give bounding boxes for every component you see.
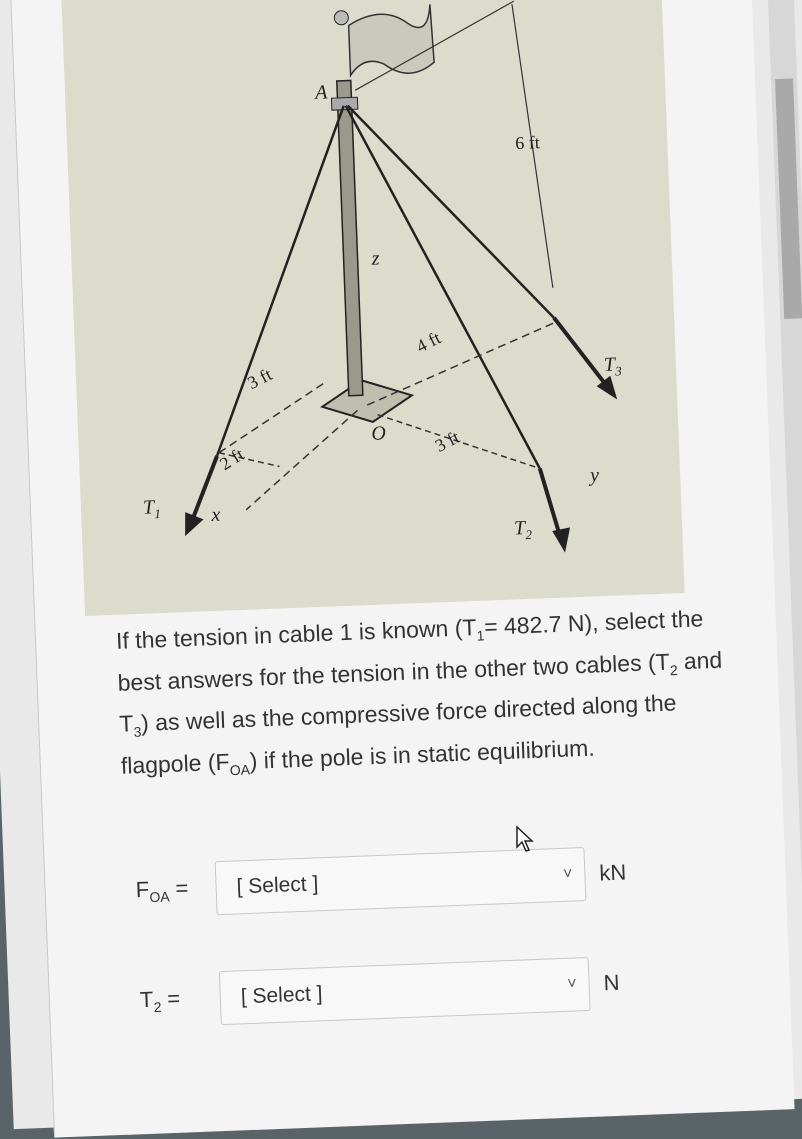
- flagpole-diagram: [61, 0, 684, 616]
- chevron-down-icon: ˅: [566, 975, 577, 993]
- dim-6ft: 6 ft: [514, 132, 541, 154]
- t2-select[interactable]: [219, 957, 591, 1025]
- unit-foa: kN: [598, 859, 627, 886]
- answer-label-t2: $T_2$ =: [139, 985, 181, 1015]
- label-y: y: [589, 464, 600, 487]
- unit-t2: N: [603, 969, 620, 996]
- dim-4ft: 4 ft: [412, 327, 444, 357]
- label-O: O: [370, 422, 387, 445]
- pole-cap: [334, 11, 349, 26]
- label-A: A: [314, 81, 328, 104]
- arrow-T3: [554, 316, 607, 388]
- scrollbar[interactable]: [767, 0, 802, 1079]
- chevron-down-icon: ˅: [562, 865, 573, 883]
- foa-select-value: [ Select ]: [236, 872, 319, 899]
- scrollbar-thumb[interactable]: [775, 78, 802, 319]
- answer-label-foa: $F_{OA}$ =: [135, 875, 189, 905]
- dim-line-left: [216, 382, 328, 453]
- clamp-A: [331, 97, 357, 110]
- problem-figure: [61, 0, 684, 616]
- label-T1: $T_1$: [142, 496, 162, 522]
- t2-select-value: [ Select ]: [240, 982, 323, 1009]
- base-plate: [321, 378, 413, 423]
- answer-row-t2: [139, 956, 621, 1028]
- question-panel: [10, 0, 795, 1138]
- label-T2: $T_2$: [513, 517, 533, 543]
- flag: [348, 4, 435, 75]
- foa-select[interactable]: [215, 847, 587, 915]
- mouse-pointer-icon: [515, 825, 537, 853]
- dim-3ft-front: 3 ft: [431, 426, 463, 456]
- answer-row-foa: [135, 845, 628, 918]
- dim-2ft: 2 ft: [216, 443, 248, 474]
- label-z: z: [371, 247, 380, 270]
- x-axis-line: [243, 410, 362, 509]
- label-T3: $T_3$: [603, 353, 623, 379]
- label-x: x: [210, 503, 221, 527]
- arrow-T2: [540, 468, 561, 539]
- dim-3ft-left: 3 ft: [244, 364, 276, 394]
- question-text: If the tension in cable 1 is known ($T_1= 482.7$ N), select the best answers for the tension in the other two cables ($T_2$ and $T_3$) as well as the compressive force directed along the flagpole $(F_{OA})$ if the pole is in static equilibrium.: [115, 605, 723, 779]
